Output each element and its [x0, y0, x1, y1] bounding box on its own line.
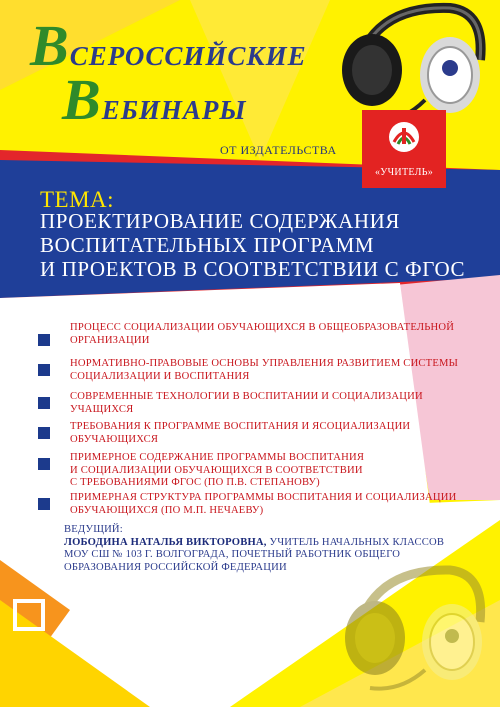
list-item-line: ОРГАНИЗАЦИИ [70, 334, 150, 346]
host-label: ВЕДУЩИЙ: [64, 524, 123, 535]
list-item-line: ТРЕБОВАНИЯ К ПРОГРАММЕ ВОСПИТАНИЯ И ЯСОЦИАЛИЗАЦИИ [70, 421, 411, 432]
list-item-text [70, 421, 470, 446]
square-outline-icon [12, 598, 46, 632]
publisher-prefix: ОТ ИЗДАТЕЛЬСТВА [220, 143, 337, 157]
title-line-2 [62, 66, 247, 133]
bullet-square [38, 334, 50, 346]
publisher-logo-text: «УЧИТЕЛЬ» [374, 167, 434, 178]
topic-line: ПРОЕКТИРОВАНИЕ СОДЕРЖАНИЯ [40, 209, 400, 233]
headphones-icon [330, 0, 490, 130]
headphones-icon [330, 560, 490, 700]
host-name: ЛОБОДИНА НАТАЛЬЯ ВИКТОРОВНА, [64, 536, 267, 548]
publisher-logo [364, 112, 444, 186]
list-item-line: ПРИМЕРНАЯ СТРУКТУРА ПРОГРАММЫ ВОСПИТАНИЯ И СОЦИАЛИЗАЦИИ [70, 492, 457, 503]
list-item-line: СОВРЕМЕННЫЕ ТЕХНОЛОГИИ В ВОСПИТАНИИ И СОЦИАЛИЗАЦИИ [70, 391, 423, 402]
list-item-text [70, 492, 470, 517]
bullet-square [38, 364, 50, 376]
list-item-line: С ТРЕБОВАНИЯМИ ФГОС (ПО П.В. СТЕПАНОВУ) [70, 477, 320, 488]
list-item-text [70, 452, 470, 490]
host-line-3: ОБРАЗОВАНИЯ РОССИЙСКОЙ ФЕДЕРАЦИИ [64, 561, 287, 573]
host-desc: УЧИТЕЛЬ НАЧАЛЬНЫХ КЛАССОВ [266, 536, 445, 548]
list-item-line: ПРИМЕРНОЕ СОДЕРЖАНИЕ ПРОГРАММЫ ВОСПИТАНИЯ [70, 452, 365, 463]
list-item-text [70, 358, 470, 383]
host-line-2: МОУ СШ № 103 Г. ВОЛГОГРАДА, ПОЧЕТНЫЙ РАБОТНИК ОБЩЕГО [64, 549, 401, 560]
bullet-square [38, 458, 50, 470]
title-rest-1: СЕРОССИЙСКИЕ [69, 41, 307, 71]
topic-line: И ПРОЕКТОВ В СООТВЕТСТВИИ С ФГОС [40, 257, 466, 281]
list-item-line: УЧАЩИХСЯ [70, 403, 134, 415]
list-item-text [70, 391, 470, 416]
title-initial-2: В [62, 67, 102, 132]
bullet-square [38, 427, 50, 439]
list-item-text [70, 322, 470, 347]
topic-line: ВОСПИТАТЕЛЬНЫХ ПРОГРАММ [40, 233, 375, 257]
title-rest-2: ЕБИНАРЫ [101, 95, 247, 125]
list-item-line: НОРМАТИВНО-ПРАВОВЫЕ ОСНОВЫ УПРАВЛЕНИЯ РАЗВИТИЕМ СИСТЕМЫ [70, 358, 459, 369]
title-initial-1: В [30, 13, 70, 78]
list-item-line: ОБУЧАЮЩИХСЯ [70, 433, 159, 445]
list-item-line: ПРОЦЕСС СОЦИАЛИЗАЦИИ ОБУЧАЮЩИХСЯ В ОБЩЕОБРАЗОВАТЕЛЬНОЙ [70, 322, 455, 333]
bullet-square [38, 397, 50, 409]
host-line-1 [64, 537, 474, 550]
bullet-square [38, 498, 50, 510]
list-item-line: ОБУЧАЮЩИХСЯ (ПО М.П. НЕЧАЕВУ) [70, 504, 264, 516]
book-emblem-icon [364, 112, 444, 162]
topic-label: ТЕМА: [40, 187, 115, 212]
list-item-line: И СОЦИАЛИЗАЦИИ ОБУЧАЮЩИХСЯ В СООТВЕТСТВИИ [70, 464, 363, 476]
list-item-line: СОЦИАЛИЗАЦИИ И ВОСПИТАНИЯ [70, 370, 250, 382]
